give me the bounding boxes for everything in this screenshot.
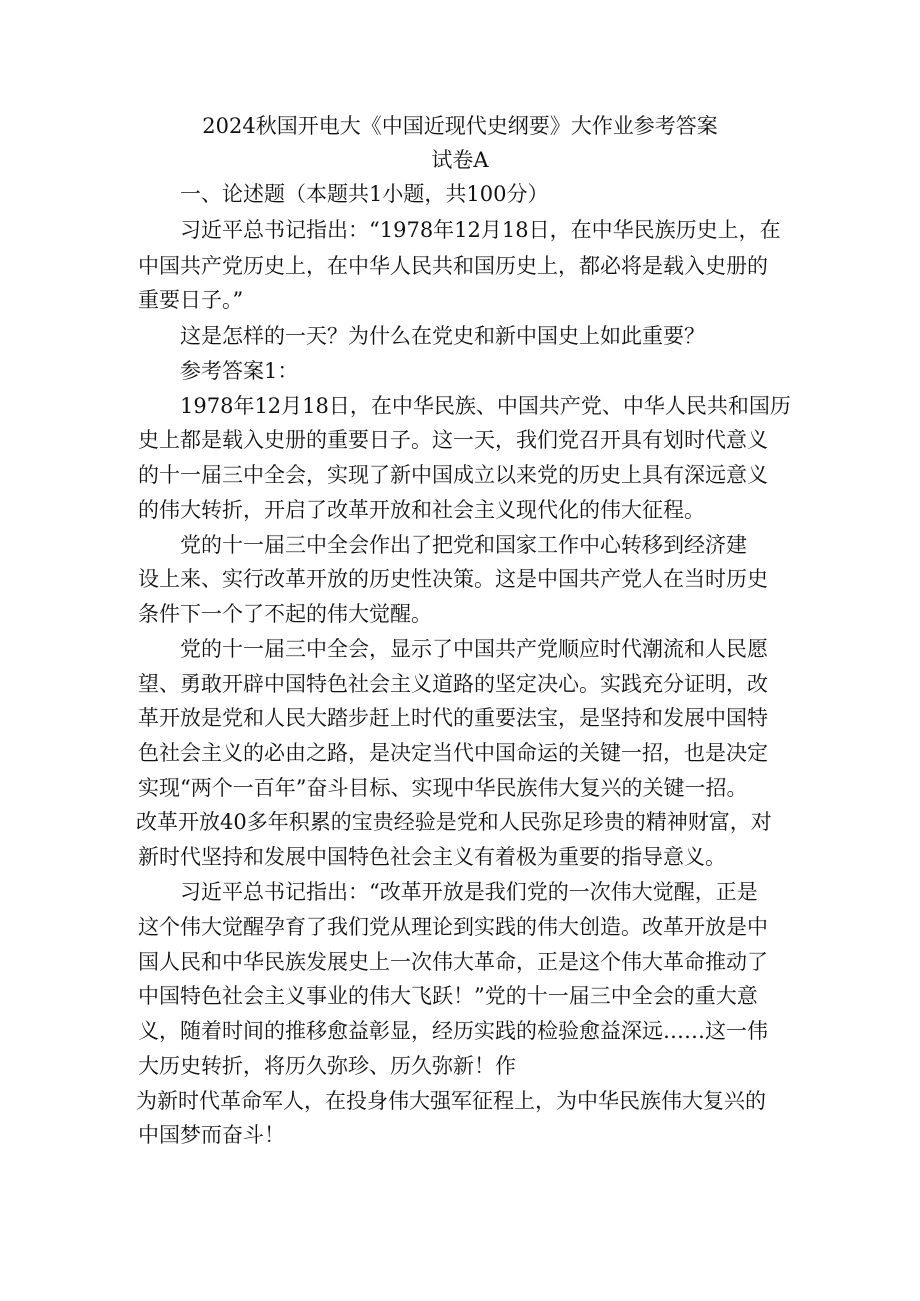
- paragraph-line: 新时代坚持和发展中国特色社会主义有着极为重要的指导意义。: [138, 845, 726, 869]
- paragraph-line: 中国梦而奋斗！: [138, 1123, 285, 1147]
- paragraph-line: 实现“两个一百年”奋斗目标、实现中华民族伟大复兴的关键一招。: [138, 776, 748, 800]
- question-prompt: 这是怎样的一天？为什么在党史和新中国史上如此重要？: [180, 324, 705, 348]
- paragraph-line: 史上都是载入史册的重要日子。这一天，我们党召开具有划时代意义: [138, 428, 768, 452]
- paragraph-line: 党的十一届三中全会作出了把党和国家工作中心转移到经济建: [180, 533, 747, 557]
- paragraph-line: 党的十一届三中全会，显示了中国共产党顺应时代潮流和人民愿: [180, 637, 768, 661]
- paragraph-line: 设上来、实行改革开放的历史性决策。这是中国共产党人在当时历史: [138, 567, 768, 591]
- question-line: 重要日子。”: [138, 288, 244, 312]
- paragraph-line: 习近平总书记指出：“改革开放是我们党的一次伟大觉醒，正是: [180, 880, 758, 904]
- question-line: 习近平总书记指出：“1978年12月18日，在中华民族历史上，在: [180, 218, 781, 242]
- paragraph-line: 1978年12月18日，在中华民族、中国共产党、中华人民共和国历: [180, 394, 791, 418]
- question-line: 中国共产党历史上，在中华人民共和国历史上，都必将是载入史册的: [138, 254, 768, 278]
- paragraph-line: 条件下一个了不起的伟大觉醒。: [138, 602, 432, 626]
- paragraph-line: 的伟大转折，开启了改革开放和社会主义现代化的伟大征程。: [138, 498, 705, 522]
- paragraph-line: 革开放是党和人民大踏步赶上时代的重要法宝，是坚持和发展中国特: [138, 706, 768, 730]
- paragraph-line: 大历史转折，将历久弥珍、历久弥新！作: [138, 1054, 516, 1078]
- paragraph-line: 望、勇敢开辟中国特色社会主义道路的坚定决心。实践充分证明，改: [138, 672, 768, 696]
- document-title: 2024秋国开电大《中国近现代史纲要》大作业参考答案: [202, 114, 718, 138]
- paragraph-line: 的十一届三中全会，实现了新中国成立以来党的历史上具有深远意义: [138, 463, 768, 487]
- paragraph-line: 改革开放40多年积累的宝贵经验是党和人民弥足珍贵的精神财富，对: [136, 810, 772, 834]
- paragraph-line: 义，随着时间的推移愈益彰显，经历实践的检验愈益深远……这一伟: [138, 1019, 768, 1043]
- paragraph-line: 中国特色社会主义事业的伟大飞跃！”党的十一届三中全会的重大意: [138, 984, 758, 1008]
- paragraph-line: 国人民和中华民族发展史上一次伟大革命，正是这个伟大革命推动了: [138, 950, 768, 974]
- paragraph-line: 这个伟大觉醒孕育了我们党从理论到实践的伟大创造。改革开放是中: [138, 915, 768, 939]
- paragraph-line: 为新时代革命军人，在投身伟大强军征程上，为中华民族伟大复兴的: [136, 1089, 766, 1113]
- answer-label: 参考答案1：: [180, 359, 299, 383]
- paragraph-line: 色社会主义的必由之路，是决定当代中国命运的关键一招，也是决定: [138, 741, 768, 765]
- document-subtitle: 试卷A: [431, 148, 489, 172]
- section-heading: 一、论述题（本题共1小题，共100分）: [180, 182, 549, 206]
